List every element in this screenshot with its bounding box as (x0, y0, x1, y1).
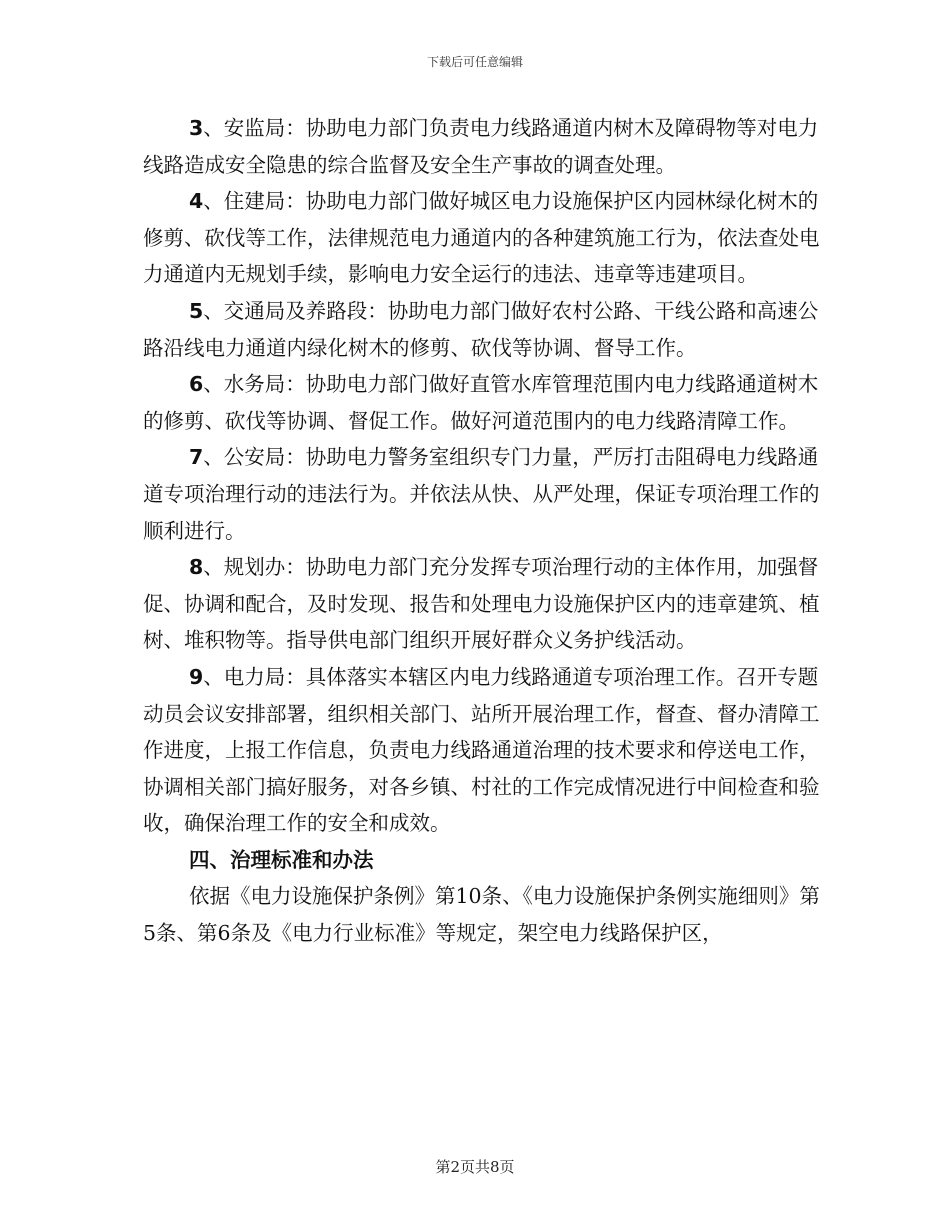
item-text: 、公安局：协助电力警务室组织专门力量，严厉打击阻碍电力线路通道专项治理行动的违法行为。并依法从快、从严处理，保证专项治理工作的顺利进行。 (143, 445, 820, 543)
document-body (143, 110, 823, 952)
page-number: 第2页共8页 (435, 1158, 515, 1176)
item-number: 5 (189, 298, 204, 323)
list-item (143, 439, 823, 549)
list-item (143, 366, 823, 439)
item-number: 4 (189, 189, 204, 214)
item-number: 8 (189, 555, 204, 580)
item-text: 、交通局及养路段：协助电力部门做好农村公路、干线公路和高速公路沿线电力通道内绿化树木的修剪、砍伐等协调、督导工作。 (143, 298, 819, 360)
list-item (143, 293, 823, 366)
item-text: 、电力局：具体落实本辖区内电力线路通道专项治理工作。召开专题动员会议安排部署，组织相关部门、站所开展治理工作，督查、督办清障工作进度，上报工作信息，负责电力线路通道治理的技术要求和停送电工作，协调相关部门搞好服务，对各乡镇、村社的工作完成情况进行中间检查和验收，确保治理工作的安全和成效。 (143, 664, 820, 836)
list-item (143, 659, 823, 842)
item-text: 、安监局：协助电力部门负责电力线路通道内树木及障碍物等对电力线路造成安全隐患的综合监督及安全生产事故的调查处理。 (143, 116, 819, 177)
item-text: 、住建局：协助电力部门做好城区电力设施保护区内园林绿化树木的修剪、砍伐等工作，法律规范电力通道内的各种建筑施工行为，依法查处电力通道内无规划手续，影响电力安全运行的违法、违章等违建项目。 (143, 189, 820, 287)
item-text: 、规划办：协助电力部门充分发挥专项治理行动的主体作用，加强督促、协调和配合，及时发现、报告和处理电力设施保护区内的违章建筑、植树、堆积物等。指导供电部门组织开展好群众义务护线活动。 (143, 555, 820, 653)
item-number: 7 (189, 445, 204, 470)
list-item (143, 183, 823, 293)
header-note: 下载后可任意编辑 (426, 55, 523, 69)
item-number: 3 (189, 116, 204, 140)
list-item (143, 549, 823, 659)
section-heading: 四、治理标准和办法 (189, 847, 374, 872)
item-number: 6 (189, 372, 204, 397)
body-paragraph: 依据《电力设施保护条例》第10条、《电力设施保护条例实施细则》第5条、第6条及《电力行业标准》等规定，架空电力线路保护区， (143, 884, 820, 946)
list-item (143, 110, 823, 183)
item-text: 、水务局：协助电力部门做好直管水库管理范围内电力线路通道树木的修剪、砍伐等协调、督促工作。做好河道范围内的电力线路清障工作。 (143, 372, 819, 433)
item-number: 9 (189, 664, 204, 689)
